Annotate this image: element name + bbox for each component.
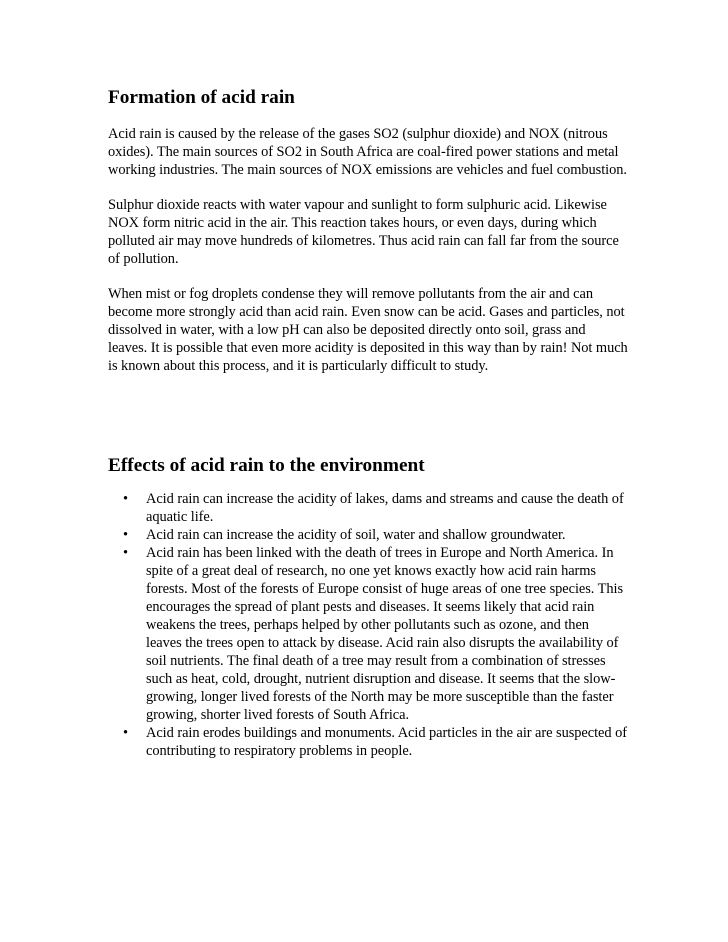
section-effects [108,454,628,760]
list-item-text: Acid rain erodes buildings and monuments. Acid particles in the air are suspected of contributing to respiratory problems in people. [146,725,627,759]
section-formation [108,86,628,392]
list-item-text: Acid rain can increase the acidity of lakes, dams and streams and cause the death of aquatic life. [146,491,624,525]
bullet-icon: • [123,491,128,507]
paragraph: Acid rain is caused by the release of the gases SO2 (sulphur dioxide) and NOX (nitrous oxides). The main sources of SO2 in South Africa are coal-fired power stations and metal working industries. The main sources of NOX emissions are vehicles and fuel combustion. [108,126,627,178]
paragraph: When mist or fog droplets condense they will remove pollutants from the air and can become more strongly acid than acid rain. Even snow can be acid. Gases and particles, not dissolved in water, with a low pH can also be deposited directly onto soil, grass and leaves. It is possible that even more acidity is deposited in this way than by rain! Not much is known about this process, and it is particularly difficult to study. [108,286,628,374]
list-item [106,526,628,544]
bullet-list [108,490,628,760]
bullet-icon: • [123,545,128,561]
bullet-icon: • [123,725,128,741]
list-item [106,490,628,526]
list-item-text: Acid rain has been linked with the death of trees in Europe and North America. In spite of a great deal of research, no one yet knows exactly how acid rain harms forests. Most of the forests of Europe consist of huge areas of one tree species. This encourages the spread of plant pests and diseases. It seems likely that acid rain weakens the trees, perhaps helped by other pollutants such as ozone, and then leaves the trees open to attack by disease. Acid rain also disrupts the availability of soil nutrients. The final death of a tree may result from a combination of stresses such as heat, cold, drought, nutrient disruption and disease. It seems that the slow-growing, longer lived forests of the North may be more susceptible than the faster growing, shorter lived forests of South Africa. [146,545,623,723]
bullet-icon: • [123,527,128,543]
list-item-text: Acid rain can increase the acidity of soil, water and shallow groundwater. [146,527,566,543]
list-item [106,544,628,724]
list-item [106,724,628,760]
section-heading: Effects of acid rain to the environment [108,455,425,476]
section-heading: Formation of acid rain [108,87,295,108]
paragraph: Sulphur dioxide reacts with water vapour and sunlight to form sulphuric acid. Likewise NOX form nitric acid in the air. This reaction takes hours, or even days, during which polluted air may move hundreds of kilometres. Thus acid rain can fall far from the source of pollution. [108,197,619,267]
